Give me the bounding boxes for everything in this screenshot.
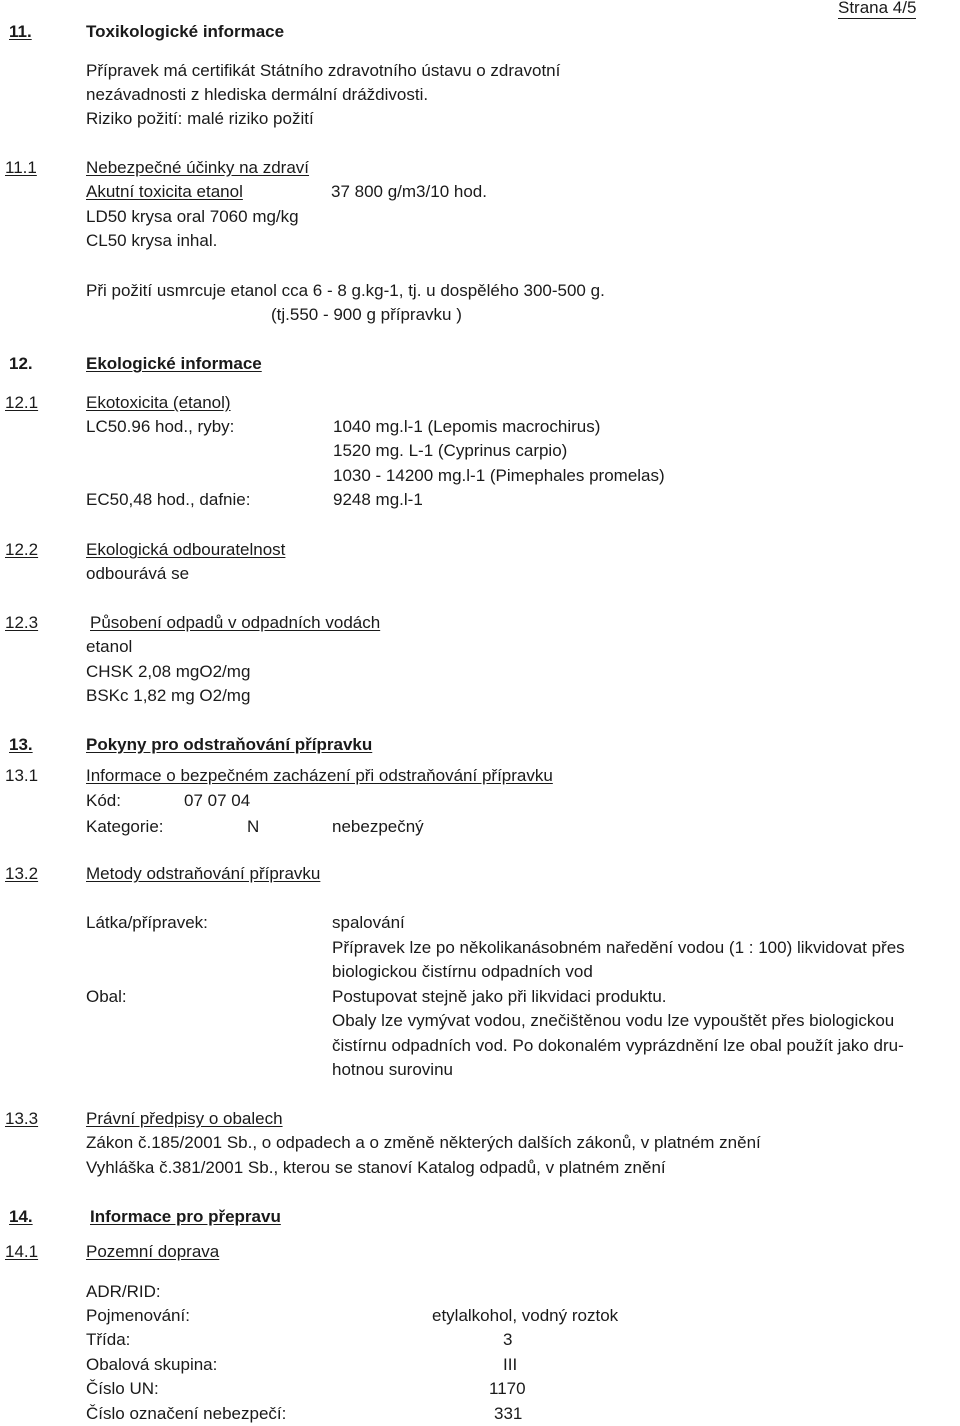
s11-intro-line-2: nezávadnosti z hlediska dermální dráždivosti. <box>86 85 429 104</box>
packaging-line-3: čistírnu odpadních vod. Po dokonalém vyprázdnění lze obal použít jako dru- <box>332 1036 904 1055</box>
category-code: N <box>247 817 260 836</box>
transport-row-value: 3 <box>503 1330 513 1349</box>
section-14-title: Informace pro přepravu <box>90 1207 281 1226</box>
category-value: nebezpečný <box>332 817 424 836</box>
page-number: Strana 4/5 <box>838 0 917 17</box>
packaging-line-2: Obaly lze vymývat vodou, znečištěnou vodu lze vypouštět přes biologickou <box>332 1011 895 1030</box>
ld50-line: LD50 krysa oral 7060 mg/kg <box>86 207 299 226</box>
section-13-1-title: Informace o bezpečném zacházení při odstraňování přípravku <box>86 766 553 785</box>
section-12-2-title: Ekologická odbouratelnost <box>86 540 286 559</box>
section-13-2-number: 13.2 <box>5 864 39 883</box>
section-11-number: 11. <box>9 22 32 41</box>
s11-intro-line-3: Riziko požití: malé riziko požití <box>86 109 314 128</box>
packaging-line-4: hotnou surovinu <box>332 1060 453 1079</box>
substance-line-3: biologickou čistírnu odpadních vod <box>332 962 593 981</box>
section-12-1-number: 12.1 <box>5 393 39 412</box>
packaging-line-1: Postupovat stejně jako při likvidaci produktu. <box>332 987 667 1006</box>
transport-row-label: Číslo označení nebezpečí: <box>86 1404 287 1423</box>
substance-line-2: Přípravek lze po několikanásobném naředění vodou (1 : 100) likvidovat přes <box>332 938 905 957</box>
section-14-1-title: Pozemní doprava <box>86 1242 220 1261</box>
acute-toxicity-label: Akutní toxicita etanol <box>86 182 243 201</box>
section-12-number: 12. <box>9 354 33 373</box>
section-12-3-number: 12.3 <box>5 613 39 632</box>
section-14-number: 14. <box>9 1207 33 1226</box>
section-12-1-title: Ekotoxicita (etanol) <box>86 393 231 412</box>
cl50-line: CL50 krysa inhal. <box>86 231 218 250</box>
lc50-label: LC50.96 hod., ryby: <box>86 417 235 436</box>
s11-intro-line-1: Přípravek má certifikát Státního zdravotního ústavu o zdravotní <box>86 61 561 80</box>
section-14-1-number: 14.1 <box>5 1242 39 1261</box>
lc50-value-3: 1030 - 14200 mg.l-1 (Pimephales promelas) <box>333 466 665 485</box>
substance-line-1: spalování <box>332 913 405 932</box>
code-value: 07 07 04 <box>184 791 251 810</box>
law-line-1: Zákon č.185/2001 Sb., o odpadech a o změně některých dalších zákonů, v platném znění <box>86 1133 761 1152</box>
ingestion-line-1: Při požití usmrcuje etanol cca 6 - 8 g.kg-1, tj. u dospělého 300-500 g. <box>86 281 605 300</box>
transport-row-value: 331 <box>494 1404 523 1423</box>
section-12-3-title: Působení odpadů v odpadních vodách <box>90 613 381 632</box>
adr-rid-label: ADR/RID: <box>86 1282 161 1301</box>
section-13-title: Pokyny pro odstraňování přípravku <box>86 735 373 754</box>
substance-label: Látka/přípravek: <box>86 913 208 932</box>
section-12-2-number: 12.2 <box>5 540 39 559</box>
section-13-3-number: 13.3 <box>5 1109 39 1128</box>
section-13-2-title: Metody odstraňování přípravku <box>86 864 321 883</box>
section-13-1-number: 13.1 <box>5 766 39 785</box>
transport-row-label: Pojmenování: <box>86 1306 190 1325</box>
degradability-text: odbourává se <box>86 564 190 583</box>
transport-row-label: Obalová skupina: <box>86 1355 218 1374</box>
wastewater-line-2: CHSK 2,08 mgO2/mg <box>86 662 251 681</box>
ec50-label: EC50,48 hod., dafnie: <box>86 490 251 509</box>
section-11-1-title: Nebezpečné účinky na zdraví <box>86 158 310 177</box>
code-label: Kód: <box>86 791 121 810</box>
transport-row-value: etylalkohol, vodný roztok <box>432 1306 619 1325</box>
packaging-label: Obal: <box>86 987 127 1006</box>
lc50-value-1: 1040 mg.l-1 (Lepomis macrochirus) <box>333 417 601 436</box>
acute-toxicity-value: 37 800 g/m3/10 hod. <box>331 182 487 201</box>
law-line-2: Vyhláška č.381/2001 Sb., kterou se stanoví Katalog odpadů, v platném znění <box>86 1158 666 1177</box>
transport-row-value: III <box>503 1355 518 1374</box>
ingestion-line-2: (tj.550 - 900 g přípravku ) <box>271 305 462 324</box>
category-label: Kategorie: <box>86 817 164 836</box>
lc50-value-2: 1520 mg. L-1 (Cyprinus carpio) <box>333 441 568 460</box>
section-13-3-title: Právní předpisy o obalech <box>86 1109 283 1128</box>
section-13-number: 13. <box>9 735 33 754</box>
wastewater-line-3: BSKc 1,82 mg O2/mg <box>86 686 251 705</box>
section-12-title: Ekologické informace <box>86 354 262 373</box>
transport-row-label: Číslo UN: <box>86 1379 159 1398</box>
transport-row-label: Třída: <box>86 1330 131 1349</box>
wastewater-line-1: etanol <box>86 637 133 656</box>
section-11-title: Toxikologické informace <box>86 22 285 41</box>
ec50-value: 9248 mg.l-1 <box>333 490 423 509</box>
section-11-1-number: 11.1 <box>5 158 37 177</box>
transport-row-value: 1170 <box>489 1379 526 1398</box>
